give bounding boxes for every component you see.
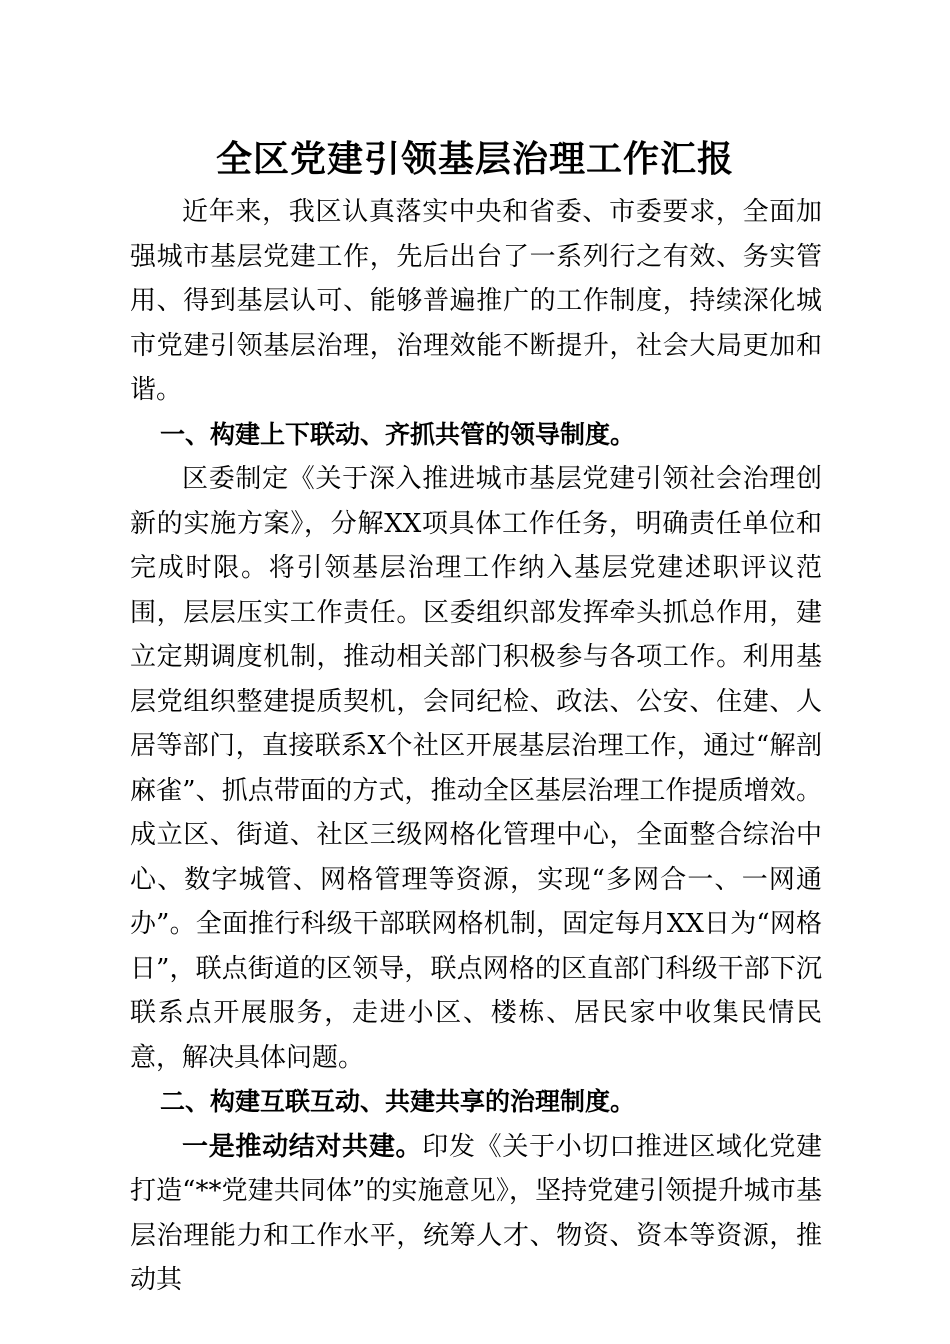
intro-paragraph: 近年来，我区认真落实中央和省委、市委要求，全面加强城市基层党建工作，先后出台了一系列行之有效、务实管用、得到基层认可、能够普遍推广的工作制度，持续深化城市党建引领基层治理，治理效能不断提升，社会大局更加和谐。 <box>130 197 822 405</box>
section-2-lead: 一是推动结对共建。 <box>182 1131 423 1162</box>
section-2-heading: 二、构建互联互动、共建共享的治理制度。 <box>160 1087 636 1116</box>
section-1-paragraph: 区委制定《关于深入推进城市基层党建引领社会治理创新的实施方案》，分解XX项具体工作任务，明确责任单位和完成时限。将引领基层治理工作纳入基层党建述职评议范围，层层压实工作责任。区委组织部发挥牵头抓总作用，建立定期调度机制，推动相关部门积极参与各项工作。利用基层党组织整建提质契机，会同纪检、政法、公安、住建、人居等部门，直接联系X个社区开展基层治理工作，通过“解剖麻雀”、抓点带面的方式，推动全区基层治理工作提质增效。成立区、街道、社区三级网格化管理中心，全面整合综治中心、数字城管、网格管理等资源，实现“多网合一、一网通办”。全面推行科级干部联网格机制，固定每月XX日为“网格日”，联点街道的区领导，联点网格的区直部门科级干部下沉联系点开展服务，走进小区、楼栋、居民家中收集民情民意，解决具体问题。 <box>130 464 822 1073</box>
section-2-text: 印发《关于小切口推进区域化党建打造“**党建共同体”的实施意见》，坚持党建引领提升城市基层治理能力和工作水平，统筹人才、物资、资本等资源，推动其 <box>130 1131 822 1295</box>
document-body <box>130 190 822 1303</box>
document-title: 全区党建引领基层治理工作汇报 <box>215 138 734 180</box>
section-1-heading: 一、构建上下联动、齐抓共管的领导制度。 <box>160 419 636 449</box>
section-2-paragraph <box>130 1125 822 1303</box>
